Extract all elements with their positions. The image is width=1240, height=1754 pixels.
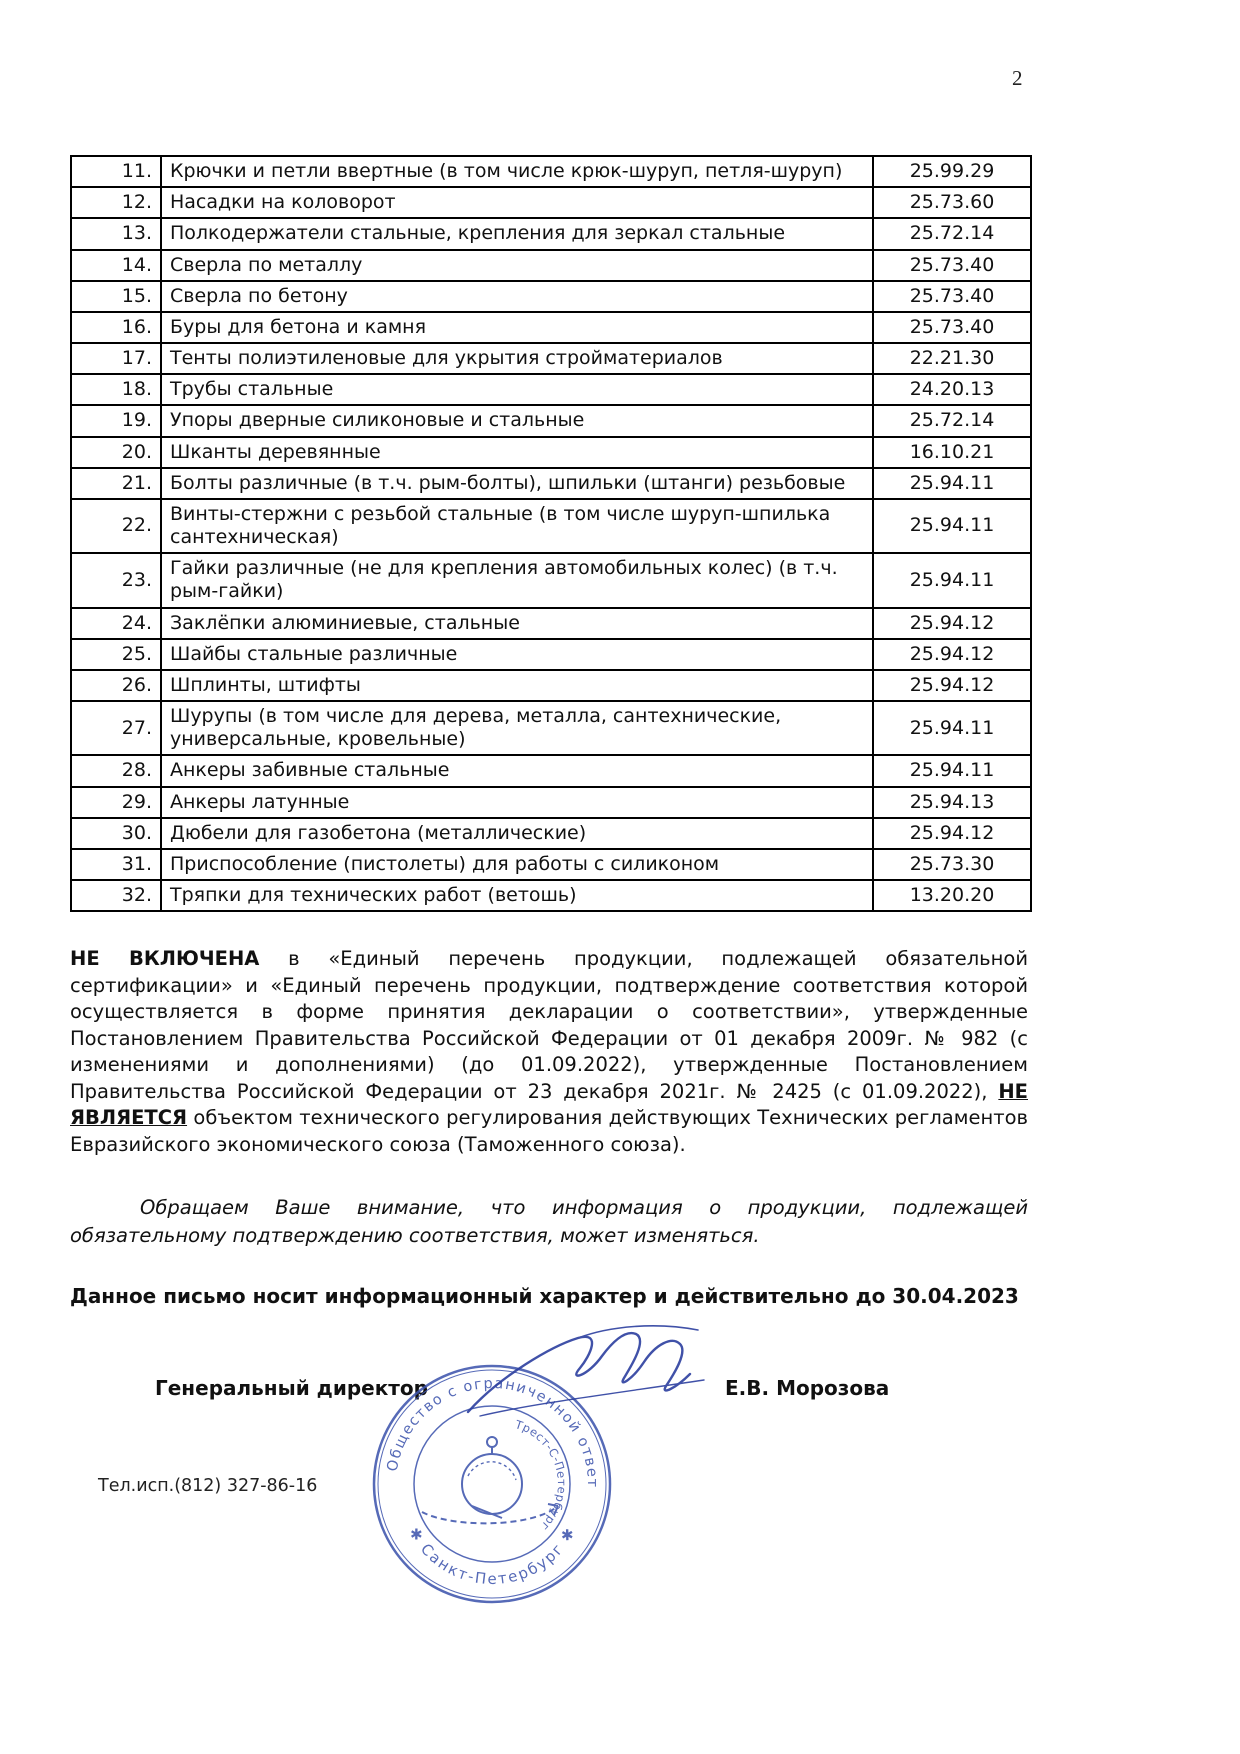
page-content	[70, 155, 1028, 1676]
table-row	[71, 670, 1031, 701]
stamp-outer-top-text: Общество с ограниченной ответственностью	[384, 1376, 601, 1489]
body-paragraphs	[70, 946, 1028, 1310]
product-name: Винты-стержни с резьбой стальные (в том числе шуруп-шпилька сантехническая)	[161, 499, 873, 553]
product-code: 25.94.11	[873, 468, 1031, 499]
product-name: Шканты деревянные	[161, 437, 873, 468]
table-row	[71, 608, 1031, 639]
table-row	[71, 701, 1031, 755]
product-name: Шплинты, штифты	[161, 670, 873, 701]
table-row	[71, 755, 1031, 786]
product-name: Насадки на коловорот	[161, 187, 873, 218]
stamp-outer-bottom-text: ✱ Санкт-Петербург ✱	[405, 1523, 580, 1589]
row-number: 17.	[71, 343, 161, 374]
product-name: Дюбели для газобетона (металлические)	[161, 818, 873, 849]
table-row	[71, 250, 1031, 281]
product-name: Тенты полиэтиленовые для укрытия стройматериалов	[161, 343, 873, 374]
table-row	[71, 639, 1031, 670]
product-name: Анкеры забивные стальные	[161, 755, 873, 786]
product-code: 24.20.13	[873, 374, 1031, 405]
signature-block	[70, 1376, 1028, 1676]
row-number: 22.	[71, 499, 161, 553]
product-code: 25.94.11	[873, 499, 1031, 553]
product-name: Гайки различные (не для крепления автомобильных колес) (в т.ч. рым-гайки)	[161, 553, 873, 607]
product-code: 13.20.20	[873, 880, 1031, 911]
not-included-bold: НЕ ВКЛЮЧЕНА	[70, 947, 260, 971]
product-name: Шурупы (в том числе для дерева, металла, сантехнические, универсальные, кровельные)	[161, 701, 873, 755]
product-code: 25.94.11	[873, 755, 1031, 786]
row-number: 13.	[71, 218, 161, 249]
table-row	[71, 499, 1031, 553]
product-code: 22.21.30	[873, 343, 1031, 374]
attention-note: Обращаем Ваше внимание, что информация о продукции, подлежащей обязательному подтверждению соответствия, может изменяться.	[70, 1196, 1028, 1247]
director-title: Генеральный директор	[155, 1376, 428, 1401]
product-name: Сверла по металлу	[161, 250, 873, 281]
row-number: 15.	[71, 281, 161, 312]
row-number: 32.	[71, 880, 161, 911]
row-number: 28.	[71, 755, 161, 786]
product-code: 25.72.14	[873, 218, 1031, 249]
product-name: Трубы стальные	[161, 374, 873, 405]
not-subject-bold-underline: НЕ ЯВЛЯЕТСЯ	[70, 1079, 1028, 1130]
table-row	[71, 343, 1031, 374]
product-name: Полкодержатели стальные, крепления для зеркал стальные	[161, 218, 873, 249]
product-code: 25.94.13	[873, 787, 1031, 818]
product-code: 16.10.21	[873, 437, 1031, 468]
row-number: 29.	[71, 787, 161, 818]
product-name: Болты различные (в т.ч. рым-болты), шпильки (штанги) резьбовые	[161, 468, 873, 499]
row-number: 31.	[71, 849, 161, 880]
paragraph-text-1: в «Единый перечень продукции, подлежащей обязательной сертификации» и «Единый перечень продукции, подтверждение соответствия которой осуществляется в форме принятия декларации о соответствии», утвержденные Постановлением Правительства Российской Федерации от 01 декабря 2009г. № 982 (с изменениями и дополнениями) (до 01.09.2022), утвержденные Постановлением Правительства Российской Федерации от 23 декабря 2021г. № 2425 (с 01.09.2022),	[70, 947, 1029, 1103]
table-row	[71, 553, 1031, 607]
paragraph-certification	[70, 946, 1028, 1158]
table-row	[71, 156, 1031, 187]
row-number: 12.	[71, 187, 161, 218]
product-name: Заклёпки алюминиевые, стальные	[161, 608, 873, 639]
page-number: 2	[1012, 66, 1023, 90]
product-code: 25.73.40	[873, 250, 1031, 281]
product-name: Буры для бетона и камня	[161, 312, 873, 343]
row-number: 23.	[71, 553, 161, 607]
table-row	[71, 849, 1031, 880]
row-number: 24.	[71, 608, 161, 639]
product-code: 25.94.12	[873, 639, 1031, 670]
row-number: 16.	[71, 312, 161, 343]
product-name: Сверла по бетону	[161, 281, 873, 312]
product-table-body	[71, 156, 1031, 911]
row-number: 20.	[71, 437, 161, 468]
product-name: Приспособление (пистолеты) для работы с силиконом	[161, 849, 873, 880]
table-row	[71, 281, 1031, 312]
product-name: Анкеры латунные	[161, 787, 873, 818]
table-row	[71, 468, 1031, 499]
product-code: 25.99.29	[873, 156, 1031, 187]
table-row	[71, 880, 1031, 911]
product-code: 25.72.14	[873, 405, 1031, 436]
product-code: 25.73.60	[873, 187, 1031, 218]
product-name: Шайбы стальные различные	[161, 639, 873, 670]
product-name: Упоры дверные силиконовые и стальные	[161, 405, 873, 436]
row-number: 30.	[71, 818, 161, 849]
table-row	[71, 187, 1031, 218]
row-number: 19.	[71, 405, 161, 436]
product-name: Тряпки для технических работ (ветошь)	[161, 880, 873, 911]
table-row	[71, 405, 1031, 436]
director-signature-icon	[460, 1316, 720, 1446]
paragraph-text-2: объектом технического регулирования действующих Технических регламентов Евразийского экономического союза (Таможенного союза).	[70, 1106, 1028, 1156]
stamp-inner-text: Трест-С-Петербург	[513, 1417, 570, 1534]
product-table	[70, 155, 1032, 912]
table-row	[71, 374, 1031, 405]
table-row	[71, 218, 1031, 249]
director-name: Е.В. Морозова	[725, 1376, 890, 1401]
row-number: 25.	[71, 639, 161, 670]
row-number: 21.	[71, 468, 161, 499]
product-code: 25.94.12	[873, 608, 1031, 639]
product-code: 25.94.11	[873, 701, 1031, 755]
table-row	[71, 437, 1031, 468]
product-code: 25.73.40	[873, 281, 1031, 312]
validity-statement: Данное письмо носит информационный характер и действительно до 30.04.2023	[70, 1284, 1019, 1309]
product-code: 25.94.12	[873, 818, 1031, 849]
product-code: 25.94.11	[873, 553, 1031, 607]
table-row	[71, 787, 1031, 818]
table-row	[71, 312, 1031, 343]
product-code: 25.73.30	[873, 849, 1031, 880]
row-number: 26.	[71, 670, 161, 701]
table-row	[71, 818, 1031, 849]
row-number: 18.	[71, 374, 161, 405]
product-code: 25.73.40	[873, 312, 1031, 343]
row-number: 27.	[71, 701, 161, 755]
row-number: 11.	[71, 156, 161, 187]
product-code: 25.94.12	[873, 670, 1031, 701]
product-name: Крючки и петли ввертные (в том числе крюк-шуруп, петля-шуруп)	[161, 156, 873, 187]
row-number: 14.	[71, 250, 161, 281]
contact-phone: Тел.исп.(812) 327-86-16	[98, 1476, 318, 1497]
